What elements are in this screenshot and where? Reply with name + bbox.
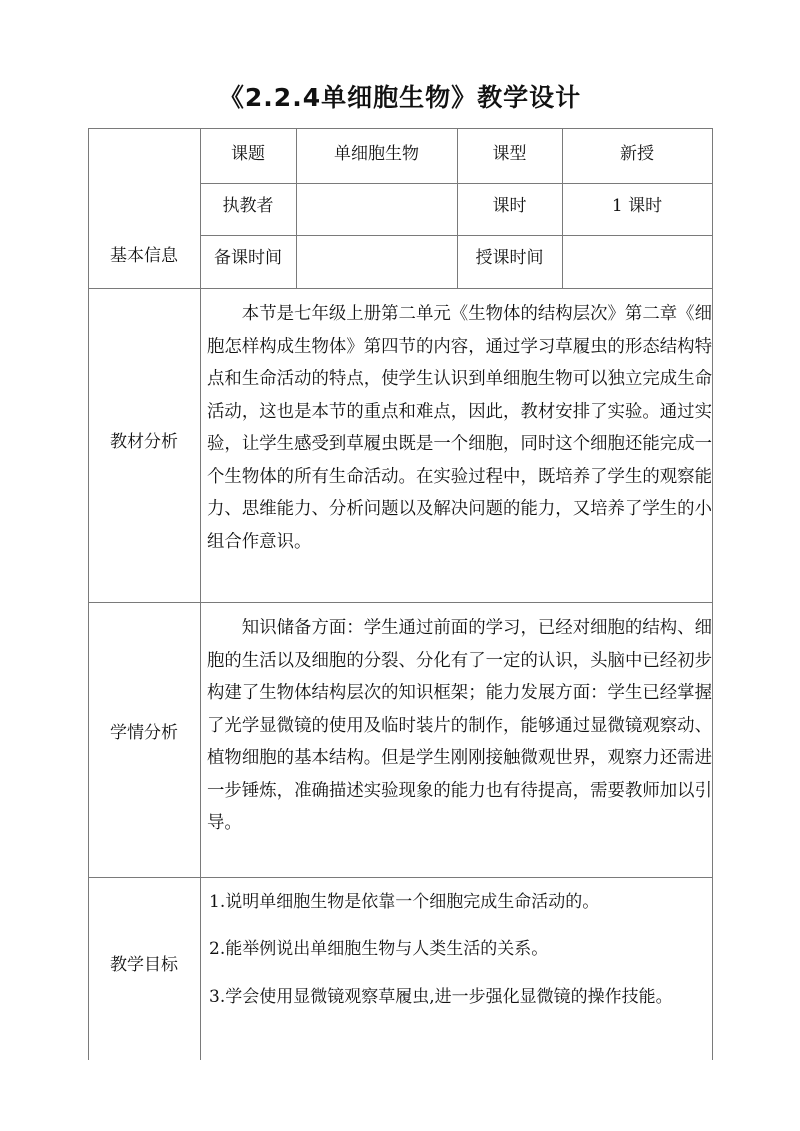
textbook-analysis-label: 教材分析 <box>110 432 178 452</box>
teacher-label: 执教者 <box>222 196 274 216</box>
teaching-goals-label: 教学目标 <box>110 955 178 975</box>
document-title: 《2.2.4单细胞生物》教学设计 <box>218 83 582 112</box>
type-label: 课型 <box>492 144 527 164</box>
section-divider <box>88 288 713 289</box>
goal-item-1: 1.说明单细胞生物是依靠一个细胞完成生命活动的。 <box>209 892 600 912</box>
goal-item-2: 2.能举例说出单细胞生物与人类生活的关系。 <box>209 939 549 959</box>
topic-label: 课题 <box>231 144 265 164</box>
hours-value: 1 课时 <box>611 196 663 216</box>
goal-item-3: 3.学会使用显微镜观察草履虫,进一步强化显微镜的操作技能。 <box>209 987 673 1007</box>
section-divider <box>88 877 713 878</box>
basic-info-label: 基本信息 <box>110 246 178 266</box>
table-border-top <box>88 128 713 129</box>
teach-time-label: 授课时间 <box>475 248 544 268</box>
type-value: 新授 <box>620 144 654 164</box>
topic-value: 单细胞生物 <box>334 144 419 164</box>
prep-time-label: 备课时间 <box>214 248 282 268</box>
section-divider <box>88 602 713 603</box>
student-analysis-label: 学情分析 <box>110 723 178 743</box>
table-border-right <box>712 128 713 1060</box>
student-analysis-text: 知识储备方面：学生通过前面的学习，已经对细胞的结构、细胞的生活以及细胞的分裂、分化有了一定的认识，头脑中已经初步构建了生物体结构层次的知识框架；能力发展方面：学生已经掌握了光学显微镜的使用及临时装片的制作，能够通过显微镜观察动、植物细胞的基本结构。但是学生刚刚接触微观世界，观察力还需进一步锤炼，准确描述实验现象的能力也有待提高，需要教师加以引导。 <box>207 618 712 833</box>
hours-label: 课时 <box>492 196 527 216</box>
textbook-analysis-text: 本节是七年级上册第二单元《生物体的结构层次》第二章《细胞怎样构成生物体》第四节的内容，通过学习草履虫的形态结构特点和生命活动的特点，使学生认识到单细胞生物可以独立完成生命活动，这也是本节的重点和难点，因此，教材安排了实验。通过实验，让学生感受到草履虫既是一个细胞，同时这个细胞还能完成一个生物体的所有生命活动。在实验过程中，既培养了学生的观察能力、思维能力、分析问题以及解决问题的能力，又培养了学生的小组合作意识。 <box>207 304 712 552</box>
